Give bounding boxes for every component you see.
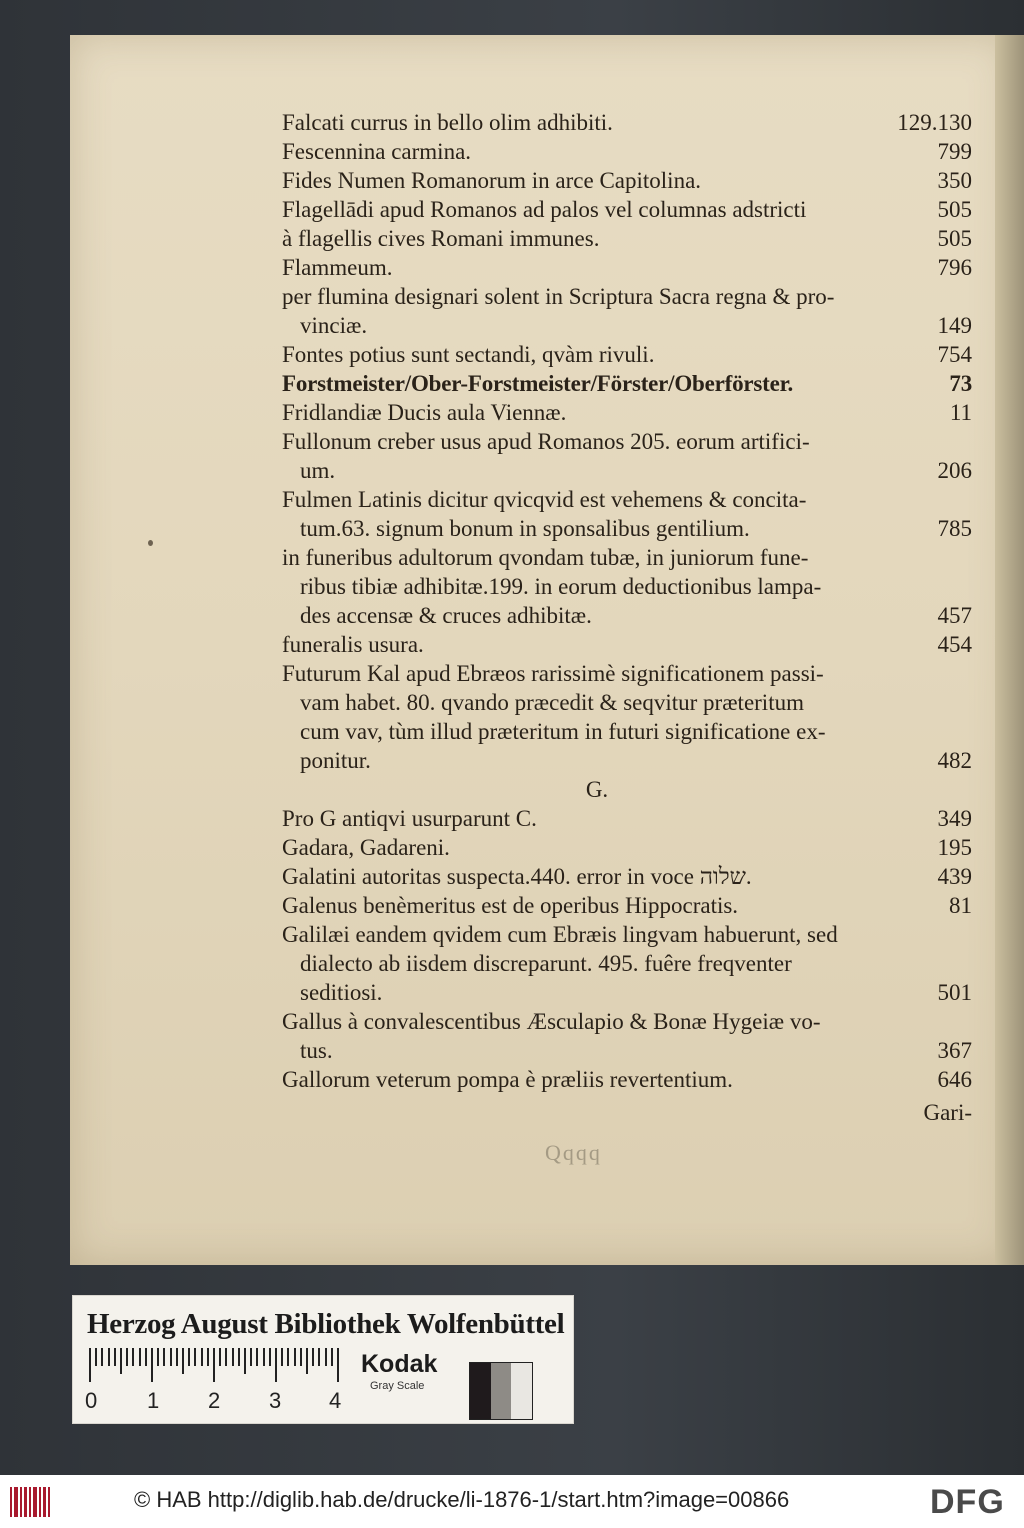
ruler-tick: [269, 1348, 271, 1366]
index-line: [282, 659, 972, 688]
ruler-tick: [300, 1348, 302, 1366]
ruler-tick: [182, 1348, 184, 1374]
section-heading: G.: [585, 777, 609, 802]
page-reference: 482: [937, 748, 972, 773]
entry-text: tus.: [300, 1038, 333, 1063]
index-line: [282, 949, 972, 978]
ruler-number: 4: [329, 1388, 342, 1413]
index-line: [282, 920, 972, 949]
ruler-tick: [207, 1348, 209, 1366]
ruler-tick: [287, 1348, 289, 1366]
page-reference: [962, 282, 972, 311]
copyright-link[interactable]: © HAB http://diglib.hab.de/drucke/li-1876-1/start.htm?image=00866: [134, 1487, 790, 1512]
page-reference: 785: [937, 516, 972, 541]
ruler-tick: [337, 1348, 339, 1382]
index-entry: [282, 195, 972, 224]
page-reference: 505: [937, 197, 972, 222]
signature-mark: Qqqq: [545, 1140, 602, 1165]
index-line: [282, 891, 972, 920]
entry-text: Forstmeister/Ober-Forstmeister/Förster/Oberförster.: [282, 371, 794, 396]
entry-text: tum.63. signum bonum in sponsalibus gentilium.: [300, 516, 750, 541]
index-entry: [282, 630, 972, 659]
page-reference: [962, 949, 972, 978]
ruler-tick: [89, 1348, 91, 1382]
index-line: [282, 456, 972, 485]
page-reference: 501: [937, 980, 972, 1005]
index-text-block: [282, 108, 972, 1127]
library-color-card: [72, 1295, 574, 1424]
index-entry: [282, 166, 972, 195]
ruler-tick: [139, 1348, 141, 1366]
index-line: [282, 746, 972, 775]
ruler-tick: [256, 1348, 258, 1366]
index-line: [282, 485, 972, 514]
ruler-number: 0: [85, 1388, 98, 1413]
ruler-tick: [232, 1348, 234, 1366]
entry-text: seditiosi.: [300, 980, 383, 1005]
gray-scale-patches: [469, 1362, 533, 1420]
page-reference: 439: [937, 864, 972, 889]
index-entries-f: [282, 108, 972, 775]
index-line: [282, 1036, 972, 1065]
ruler-tick: [194, 1348, 196, 1366]
index-entry: [282, 282, 972, 340]
page-reference: [962, 688, 972, 717]
index-line: [282, 137, 972, 166]
index-line: [282, 688, 972, 717]
ruler-tick: [188, 1348, 190, 1366]
index-line: [282, 833, 972, 862]
entry-text: à flagellis cives Romani immunes.: [282, 226, 600, 251]
index-line: [282, 340, 972, 369]
index-entry: [282, 137, 972, 166]
index-line: [282, 630, 972, 659]
page-reference: [962, 543, 972, 572]
entry-text: ponitur.: [300, 748, 371, 773]
ruler-tick: [238, 1348, 240, 1366]
page-reference: 129.130: [897, 110, 972, 135]
library-name: Herzog August Bibliothek Wolfenbüttel: [87, 1308, 565, 1340]
entry-text: Fullonum creber usus apud Romanos 205. eorum artifici-: [282, 429, 810, 454]
ruler-tick: [151, 1348, 153, 1382]
footer-bar: [0, 1475, 1024, 1528]
ruler-tick: [213, 1348, 215, 1382]
entry-text: Fescennina carmina.: [282, 139, 472, 164]
kodak-subtitle: Gray Scale: [370, 1380, 425, 1392]
page-reference: 349: [937, 806, 972, 831]
entry-text: um.: [300, 458, 336, 483]
ruler-tick: [176, 1348, 178, 1366]
ruler-tick: [306, 1348, 308, 1374]
entry-text: Fontes potius sunt sectandi, qvàm rivuli.: [282, 342, 655, 367]
library-barcode-icon: [10, 1487, 50, 1517]
index-line: [282, 1065, 972, 1094]
index-entry: [282, 804, 972, 833]
entry-text: Flammeum.: [282, 255, 393, 280]
index-entry: [282, 485, 972, 543]
index-line: [282, 1007, 972, 1036]
index-line: [282, 804, 972, 833]
page-reference: [962, 717, 972, 746]
ruler-tick: [114, 1348, 116, 1366]
ruler-tick: [312, 1348, 314, 1366]
page-reference: [962, 427, 972, 456]
page-reference: [962, 920, 972, 949]
entry-text: vinciæ.: [300, 313, 368, 338]
entry-text: Fridlandiæ Ducis aula Viennæ.: [282, 400, 567, 425]
page-reference: [962, 485, 972, 514]
index-entry: [282, 108, 972, 137]
entry-text: ribus tibiæ adhibitæ.199. in eorum deductionibus lampa-: [300, 574, 822, 599]
page-reference: [962, 572, 972, 601]
index-line: [282, 398, 972, 427]
index-line: [282, 717, 972, 746]
page-reference: 350: [937, 168, 972, 193]
index-entry: [282, 1065, 972, 1094]
entry-text: Pro G antiqvi usurparunt C.: [282, 806, 537, 831]
page-reference: 646: [937, 1067, 972, 1092]
index-line: [282, 282, 972, 311]
entry-text: Galatini autoritas suspecta.440. error in voce שלוה.: [282, 864, 752, 889]
ruler-tick: [275, 1348, 277, 1382]
ruler-tick: [101, 1348, 103, 1366]
gray-patch-black: [470, 1363, 491, 1419]
page-reference: 457: [937, 603, 972, 628]
gray-patch-mid: [491, 1363, 512, 1419]
entry-text: Futurum Kal apud Ebræos rarissimè significationem passi-: [282, 661, 824, 686]
entry-text: per flumina designari solent in Scriptura Sacra regna & pro-: [282, 284, 835, 309]
ruler-tick: [250, 1348, 252, 1366]
scale-ruler: [89, 1348, 359, 1384]
ruler-tick: [120, 1348, 122, 1374]
page-reference: 206: [937, 458, 972, 483]
entry-text: in funeribus adultorum qvondam tubæ, in juniorum fune-: [282, 545, 809, 570]
ruler-tick: [126, 1348, 128, 1366]
page-reference: 81: [949, 893, 972, 918]
ink-spot: [148, 540, 153, 546]
kodak-logo: Kodak: [361, 1350, 438, 1378]
index-line: [282, 862, 972, 891]
index-line: [282, 427, 972, 456]
ruler-tick: [201, 1348, 203, 1366]
entry-text: des accensæ & cruces adhibitæ.: [300, 603, 592, 628]
entry-text: funeralis usura.: [282, 632, 424, 657]
index-entry: [282, 224, 972, 253]
index-entry: [282, 891, 972, 920]
index-line: [282, 224, 972, 253]
page-reference: 149: [937, 313, 972, 338]
index-line: [282, 311, 972, 340]
index-entry: [282, 862, 972, 891]
entry-text: Galilæi eandem qvidem cum Ebræis lingvam habuerunt, sed: [282, 922, 838, 947]
page-reference: 11: [949, 400, 972, 425]
index-entry: [282, 659, 972, 775]
entry-text: Gallorum veterum pompa è præliis revertentium.: [282, 1067, 733, 1092]
entry-text: Gallus à convalescentibus Æsculapio & Bonæ Hygeiæ vo-: [282, 1009, 821, 1034]
entry-text: cum vav, tùm illud præteritum in futuri significatione ex-: [300, 719, 826, 744]
ruler-tick: [244, 1348, 246, 1374]
ruler-tick: [294, 1348, 296, 1366]
ruler-tick: [163, 1348, 165, 1366]
index-entry: [282, 398, 972, 427]
entry-text: vam habet. 80. qvando præcedit & seqvitur præteritum: [300, 690, 804, 715]
index-entry: [282, 833, 972, 862]
index-entry: [282, 1007, 972, 1065]
page-reference: 754: [937, 342, 972, 367]
index-line: [282, 543, 972, 572]
page-reference: 799: [937, 139, 972, 164]
entry-text: dialecto ab iisdem discreparunt. 495. fuêre freqventer: [300, 951, 792, 976]
page-reference: 367: [937, 1038, 972, 1063]
index-line: [282, 166, 972, 195]
index-line: [282, 514, 972, 543]
ruler-tick: [157, 1348, 159, 1366]
ruler-tick: [281, 1348, 283, 1366]
ruler-tick: [170, 1348, 172, 1366]
ruler-number: 1: [147, 1388, 160, 1413]
page-reference: [962, 1007, 972, 1036]
ruler-tick: [95, 1348, 97, 1366]
entry-text: Fides Numen Romanorum in arce Capitolina.: [282, 168, 702, 193]
index-line: [282, 195, 972, 224]
index-line: [282, 572, 972, 601]
ruler-tick: [145, 1348, 147, 1366]
ruler-tick: [318, 1348, 320, 1366]
ruler-tick: [225, 1348, 227, 1366]
ruler-tick: [108, 1348, 110, 1366]
page-reference: 454: [937, 632, 972, 657]
entry-text: Galenus benèmeritus est de operibus Hippocratis.: [282, 893, 739, 918]
page-edge: [995, 35, 1024, 1265]
page-reference: 796: [937, 255, 972, 280]
ruler-tick: [331, 1348, 333, 1366]
ruler-tick: [263, 1348, 265, 1366]
page-reference: 195: [937, 835, 972, 860]
entry-text: Fulmen Latinis dicitur qvicqvid est vehemens & concita-: [282, 487, 807, 512]
index-line: [282, 108, 972, 137]
entry-text: Falcati currus in bello olim adhibiti.: [282, 110, 613, 135]
catchword: Gari-: [923, 1100, 972, 1125]
ruler-tick: [132, 1348, 134, 1366]
entry-text: Flagellādi apud Romanos ad palos vel columnas adstricti: [282, 197, 807, 222]
index-entry: [282, 920, 972, 1007]
index-entry: [282, 427, 972, 485]
ruler-tick: [219, 1348, 221, 1366]
gray-patch-white: [511, 1363, 532, 1419]
ruler-number: 2: [208, 1388, 221, 1413]
index-entry: [282, 369, 972, 398]
index-line: [282, 253, 972, 282]
ruler-tick: [325, 1348, 327, 1366]
index-line: [282, 601, 972, 630]
index-line: [282, 369, 972, 398]
entry-text: Gadara, Gadareni.: [282, 835, 450, 860]
index-entry: [282, 543, 972, 630]
index-entries-g: [282, 804, 972, 1094]
index-entry: [282, 340, 972, 369]
page-reference: 505: [937, 226, 972, 251]
page-reference: 73: [949, 371, 972, 396]
index-entry: [282, 253, 972, 282]
page-reference: [962, 659, 972, 688]
ruler-number: 3: [269, 1388, 282, 1413]
dfg-logo: DFG: [930, 1483, 1005, 1521]
index-line: [282, 978, 972, 1007]
